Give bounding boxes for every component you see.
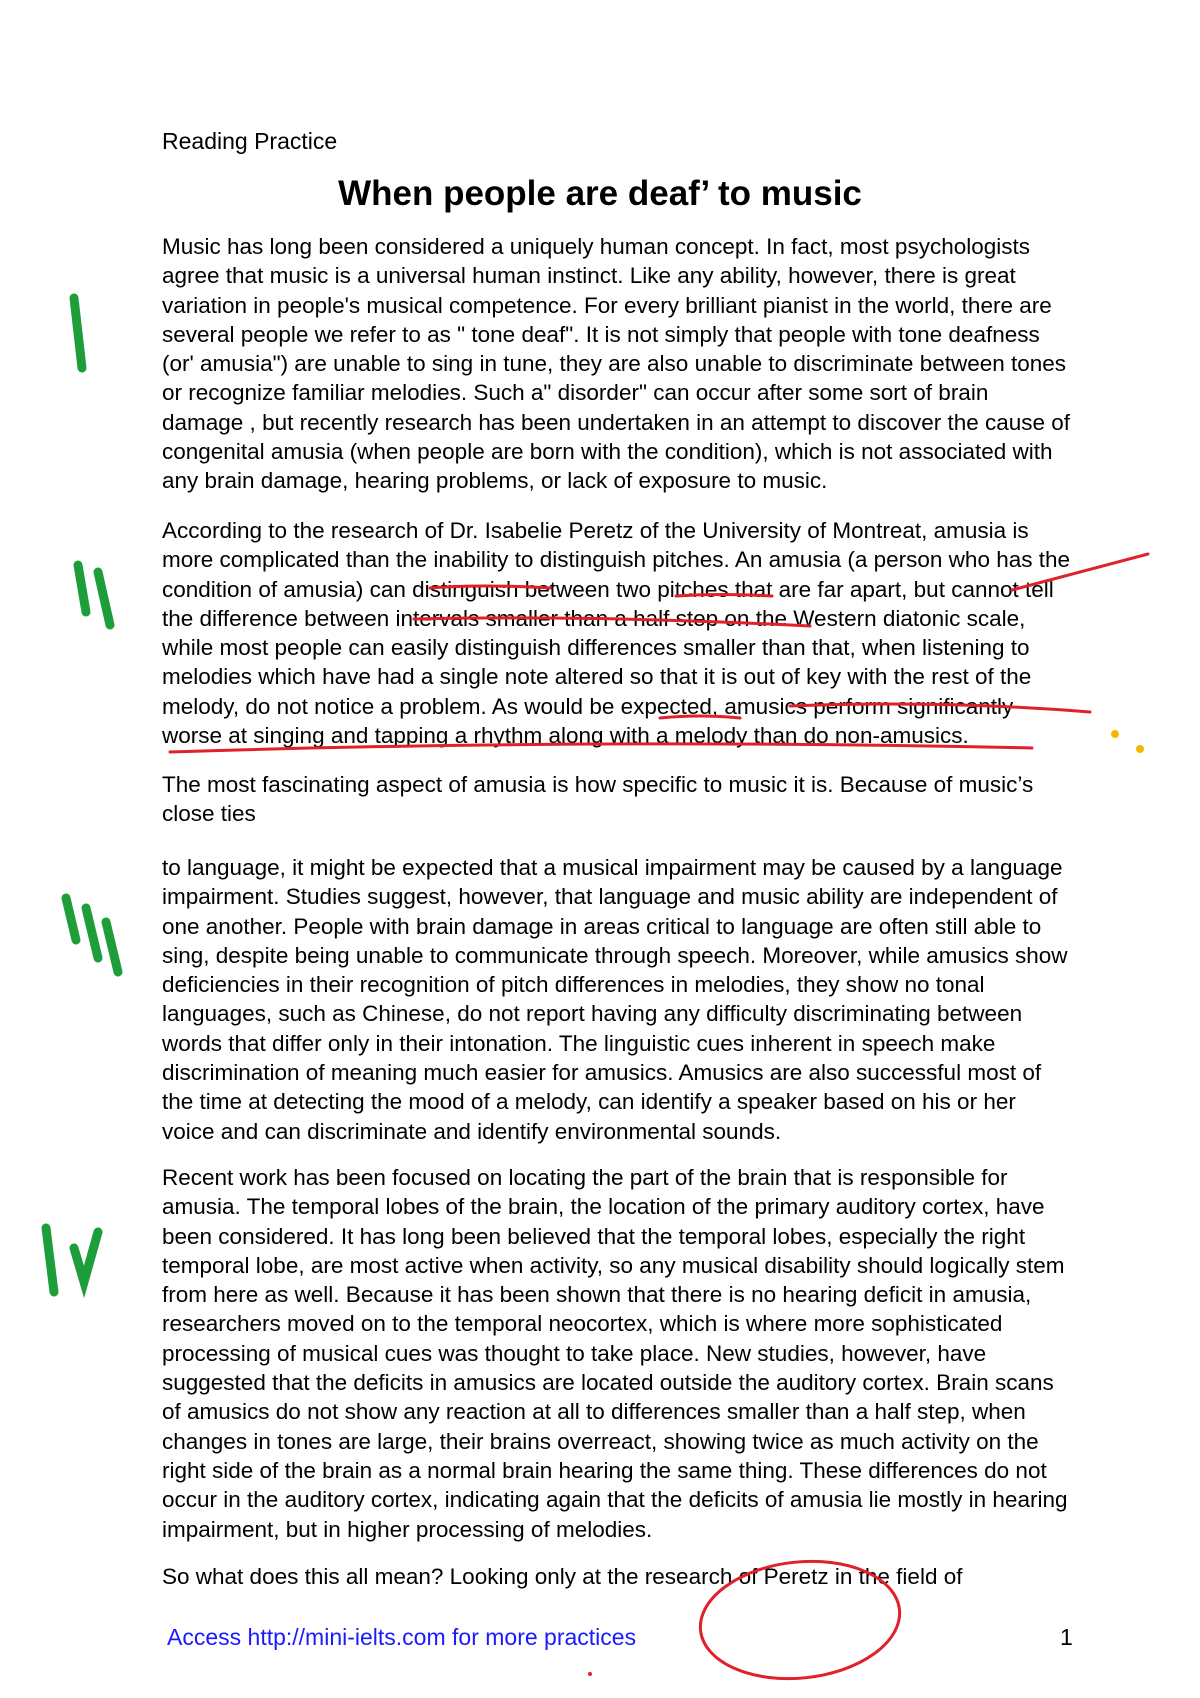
document-title: When people are deaf’ to music xyxy=(338,174,862,213)
text-line: occur in the auditory cortex, indicating again that the deficits of amusia lie mostly in hearing xyxy=(162,1487,1068,1513)
roman-numeral-iv-mark xyxy=(46,1228,98,1292)
text-line: (or' amusia") are unable to sing in tune, they are also unable to discriminate between tones xyxy=(162,351,1067,377)
text-line: Recent work has been focused on locating the part of the brain that is responsible for xyxy=(162,1165,1008,1190)
text-line: deficiencies in their recognition of pitch differences in melodies, they show no tonal xyxy=(162,972,985,998)
text-line: agree that music is a universal human instinct. Like any ability, however, there is great xyxy=(162,263,1016,289)
text-line: The most fascinating aspect of amusia is how specific to music it is. Because of music’s xyxy=(162,772,1034,797)
text-line: of amusics do not show any reaction at all to differences smaller than a half step, when xyxy=(162,1399,1026,1425)
text-line: or recognize familiar melodies. Such a" disorder" can occur after some sort of brain xyxy=(162,380,989,406)
text-line: According to the research of Dr. Isabelie Peretz of the University of Montreat, amusia is xyxy=(162,518,1029,543)
text-line: right side of the brain as a normal brain hearing the same thing. These differences do not xyxy=(162,1457,1047,1483)
text-line: changes in tones are large, their brains overreact, showing twice as much activity on the xyxy=(162,1428,1039,1454)
paragraph-5 xyxy=(162,1163,1162,1544)
paragraph-6 xyxy=(162,1562,1162,1591)
text-line: processing of musical cues was thought to take place. New studies, however, have xyxy=(162,1340,987,1366)
text-line: several people we refer to as " tone deaf". It is not simply that people with tone deafness xyxy=(162,321,1040,347)
header-label: Reading Practice xyxy=(162,128,338,154)
footer-link[interactable]: Access http://mini-ielts.com for more practices xyxy=(167,1624,637,1650)
text-line: one another. People with brain damage in areas critical to language are often still able to xyxy=(162,913,1042,939)
text-line: congenital amusia (when people are born with the condition), which is not associated with xyxy=(162,439,1053,465)
text-line: damage , but recently research has been undertaken in an attempt to discover the cause of xyxy=(162,409,1071,435)
text-line: temporal lobe, are most active when activity, so any musical disability should logically stem xyxy=(162,1252,1065,1278)
text-line: words that differ only in their intonation. The linguistic cues inherent in speech make xyxy=(162,1030,996,1056)
text-line: researchers moved on to the temporal neocortex, which is where more sophisticated xyxy=(162,1311,1003,1337)
paragraph-2 xyxy=(162,516,1162,750)
text-line: to language, it might be expected that a musical impairment may be caused by a language xyxy=(162,855,1063,880)
text-line: voice and can discriminate and identify environmental sounds. xyxy=(162,1118,782,1144)
paragraph-3 xyxy=(162,770,1162,829)
text-line: languages, such as Chinese, do not report having any difficulty discriminating between xyxy=(162,1001,1023,1027)
page-number: 1 xyxy=(1060,1624,1073,1650)
text-line: melody, do not notice a problem. As would be expected, amusics perform significantly xyxy=(162,693,1014,719)
text-line: worse at singing and tapping a rhythm along with a melody than do non-amusics. xyxy=(162,723,969,749)
text-line: So what does this all mean? Looking only at the research of Peretz in the field of xyxy=(162,1564,963,1589)
roman-numeral-i-mark xyxy=(74,298,82,368)
text-line: close ties xyxy=(162,801,256,827)
text-line: suggested that the deficits in amusics are located outside the auditory cortex. Brain scans xyxy=(162,1370,1054,1396)
text-line: the difference between intervals smaller than a half step on the Western diatonic scale, xyxy=(162,605,1026,631)
roman-numeral-ii-mark xyxy=(78,565,110,625)
text-line: from here as well. Because it has been shown that there is no hearing deficit in amusia, xyxy=(162,1282,1032,1308)
text-line: more complicated than the inability to distinguish pitches. An amusia (a person who has the xyxy=(162,547,1071,573)
paragraph-1 xyxy=(162,232,1162,496)
text-line: condition of amusia) can distinguish between two pitches that are far apart, but cannot tell xyxy=(162,576,1054,602)
text-line: discrimination of meaning much easier for amusics. Amusics are also successful most of xyxy=(162,1060,1042,1086)
text-line: melodies which have had a single note altered so that it is out of key with the rest of the xyxy=(162,664,1032,690)
text-line: amusia. The temporal lobes of the brain, the location of the primary auditory cortex, have xyxy=(162,1194,1045,1220)
text-line: variation in people's musical competence. For every brilliant pianist in the world, there are xyxy=(162,292,1052,318)
text-line: been considered. It has long been believed that the temporal lobes, especially the right xyxy=(162,1223,1026,1249)
text-line: any brain damage, hearing problems, or lack of exposure to music. xyxy=(162,468,828,494)
text-line: Music has long been considered a uniquely human concept. In fact, most psychologists xyxy=(162,234,1030,259)
roman-numeral-iii-mark xyxy=(66,898,118,972)
text-line: sing, despite being unable to communicate through speech. Moreover, while amusics show xyxy=(162,942,1068,968)
text-line: the time at detecting the mood of a melody, can identify a speaker based on his or her xyxy=(162,1089,1016,1115)
text-line: impairment. Studies suggest, however, that language and music ability are independent of xyxy=(162,884,1058,910)
paragraph-4 xyxy=(162,853,1162,1146)
text-line: impairment, but in higher processing of melodies. xyxy=(162,1516,653,1542)
text-line: while most people can easily distinguish differences smaller than that, when listening to xyxy=(162,635,1030,661)
red-dot xyxy=(588,1672,592,1676)
